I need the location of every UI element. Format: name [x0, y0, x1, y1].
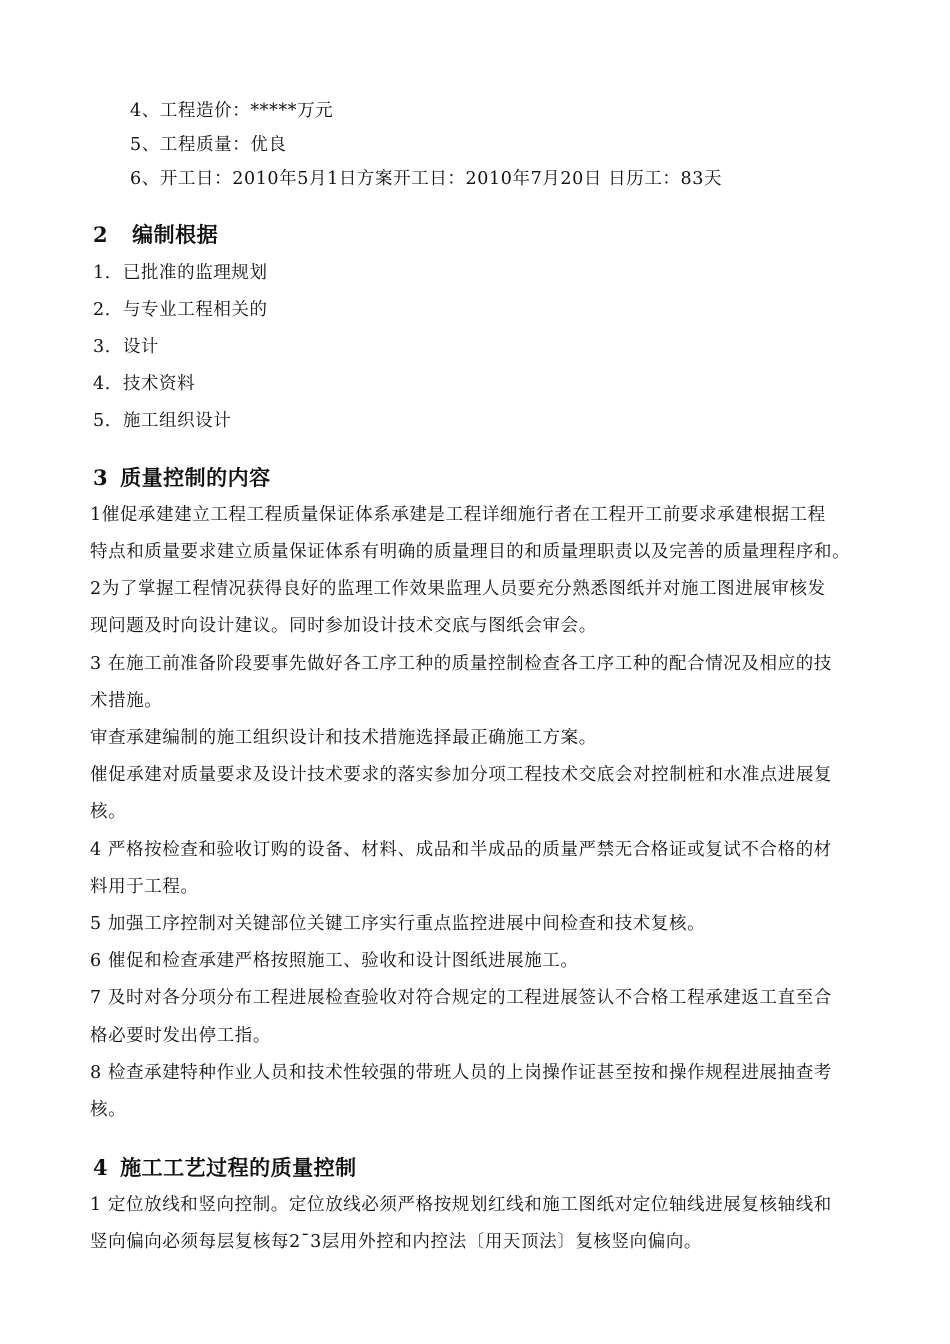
content-line: 3 在施工前准备阶段要事先做好各工序工种的质量控制检查各工序工种的配合情况及相应的技 — [90, 654, 832, 674]
content-line: 料用于工程。 — [90, 877, 199, 897]
content-line: 审查承建编制的施工组织设计和技术措施选择最正确施工方案。 — [90, 728, 597, 748]
section-number: 4 — [93, 1155, 109, 1180]
section-3-heading — [93, 465, 271, 491]
section-number: 3 — [93, 465, 109, 490]
basis-item: 3．设计 — [93, 337, 160, 357]
project-dates: 6、开工日：2010年5月1日方案开工日：2010年7月20日 日历工：83天 — [130, 169, 723, 189]
section-4-heading — [93, 1155, 357, 1181]
basis-item: 5．施工组织设计 — [93, 411, 232, 431]
content-line: 核。 — [90, 1100, 127, 1120]
content-line: 2为了掌握工程情况获得良好的监理工作效果监理人员要充分熟悉图纸并对施工图进展审核发 — [90, 579, 826, 599]
section-number: 2 — [93, 222, 109, 247]
section-title: 质量控制的内容 — [120, 465, 271, 490]
content-line: 1催促承建建立工程工程质量保证体系承建是工程详细施行者在工程开工前要求承建根据工程 — [90, 505, 826, 525]
section-2-heading — [93, 222, 218, 248]
content-line: 特点和质量要求建立质量保证体系有明确的质量理目的和质量理职责以及完善的质量理程序和。 — [90, 542, 851, 562]
project-cost: 4、工程造价：*****万元 — [130, 101, 334, 121]
basis-item: 2．与专业工程相关的 — [93, 300, 268, 320]
section-title: 施工工艺过程的质量控制 — [120, 1155, 357, 1180]
section-title: 编制根据 — [132, 222, 219, 247]
content-line: 催促承建对质量要求及设计技术要求的落实参加分项工程技术交底会对控制桩和水准点进展复 — [90, 765, 833, 785]
content-line: 格必要时发出停工指。 — [90, 1026, 271, 1046]
content-line: 1 定位放线和竖向控制。定位放线必须严格按规划红线和施工图纸对定位轴线进展复核轴线和 — [90, 1195, 832, 1215]
content-line: 7 及时对各分项分布工程进展检查验收对符合规定的工程进展签认不合格工程承建返工直至合 — [90, 988, 832, 1008]
content-line: 竖向偏向必须每层复核每2¯3层用外控和内控法〔用天顶法〕复核竖向偏向。 — [90, 1232, 703, 1252]
content-line: 8 检查承建特种作业人员和技术性较强的带班人员的上岗操作证甚至按和操作规程进展抽查考 — [90, 1063, 832, 1083]
content-line: 术措施。 — [90, 691, 163, 711]
content-line: 5 加强工序控制对关键部位关键工序实行重点监控进展中间检查和技术复核。 — [90, 914, 706, 934]
content-line: 6 催促和检查承建严格按照施工、验收和设计图纸进展施工。 — [90, 951, 579, 971]
basis-item: 1．已批准的监理规划 — [93, 263, 268, 283]
project-quality: 5、工程质量：优良 — [130, 135, 287, 155]
content-line: 4 严格按检查和验收订购的设备、材料、成品和半成品的质量严禁无合格证或复试不合格的材 — [90, 840, 832, 860]
content-line: 现问题及时向设计建议。同时参加设计技术交底与图纸会审会。 — [90, 616, 597, 636]
content-line: 核。 — [90, 802, 127, 822]
basis-item: 4．技术资料 — [93, 374, 196, 394]
